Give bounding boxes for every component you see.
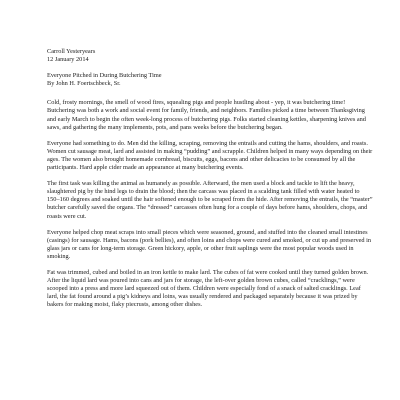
column-name: Carroll Yesteryears [47, 48, 96, 55]
paragraph-4: Everyone helped chop meat scraps into small pieces which were seasoned, ground, and stuffed into the cleaned small intestines (casings) for sausage. Hams, bacons (pork bellies), and often loins and chops were cured and smoked, or cut up and preserved in glass jars or cans for long-term storage. Green hickory, apple, or other fruit saplings were the most popular woods used in smoking. [47, 228, 372, 260]
article [47, 48, 373, 317]
paragraph-3: The first task was killing the animal as humanely as possible. Afterward, the men used a block and tackle to lift the heavy, slaughtered pig by the hind legs to drain the blood; then the carcass was placed in a scalding tank filled with water heated to 150–160 degrees and soaked until the hair softened enough to be scraped from the hide. After removing the entrails, the “master” butcher carefully saved the organs. The “dressed” carcasses often hung for a couple of days before hams, shoulders, chops, and roasts were cut. [47, 180, 373, 220]
paragraph-5: Fat was trimmed, cubed and boiled in an iron kettle to make lard. The cubes of fat were cooked until they turned golden brown. After the liquid lard was poured into cans and jars for storage, the left-over golden brown cubes, called “cracklings,” were scooped into a press and more lard squeezed out of them. Children were especially fond of a snack of salted cracklings. Leaf lard, the fat found around a pig’s kidneys and loins, was usually rendered and packaged separately because it was prized by bakers for making moist, flaky piecrusts, among other dishes. [47, 268, 369, 309]
article-title: Everyone Pitched in During Butchering Time [47, 72, 162, 80]
title-block [47, 72, 373, 88]
paragraph-1: Cold, frosty mornings, the smell of wood fires, squealing pigs and people hustling about - yep, it was butchering time! Butchering was both a work and social event for family, friends, and neighbors. Families picked a time between Thanksgiving and early March to begin the often week-long process of butchering pigs. Folks started cleaning kettles, sharpening knives and saws, and gathering the many implements, pots, and pans weeks before the butchering began. [47, 99, 366, 131]
paragraph-2: Everyone had something to do. Men did the killing, scraping, removing the entrails and cutting the hams, shoulders, and roasts. Women cut sausage meat, lard and assisted in making “pudding” and scrapple. Children helped in many ways depending on their ages. The women also brought homemade cornbread, biscuits, eggs, bacons and other delicacies to be consumed by all the participants. Hard apple cider made an appearance at many butchering events. [47, 139, 373, 172]
article-date: 12 January 2014 [47, 56, 89, 64]
article-byline: By John H. Foertschbeck, Sr. [47, 80, 121, 88]
article-header [47, 48, 373, 64]
